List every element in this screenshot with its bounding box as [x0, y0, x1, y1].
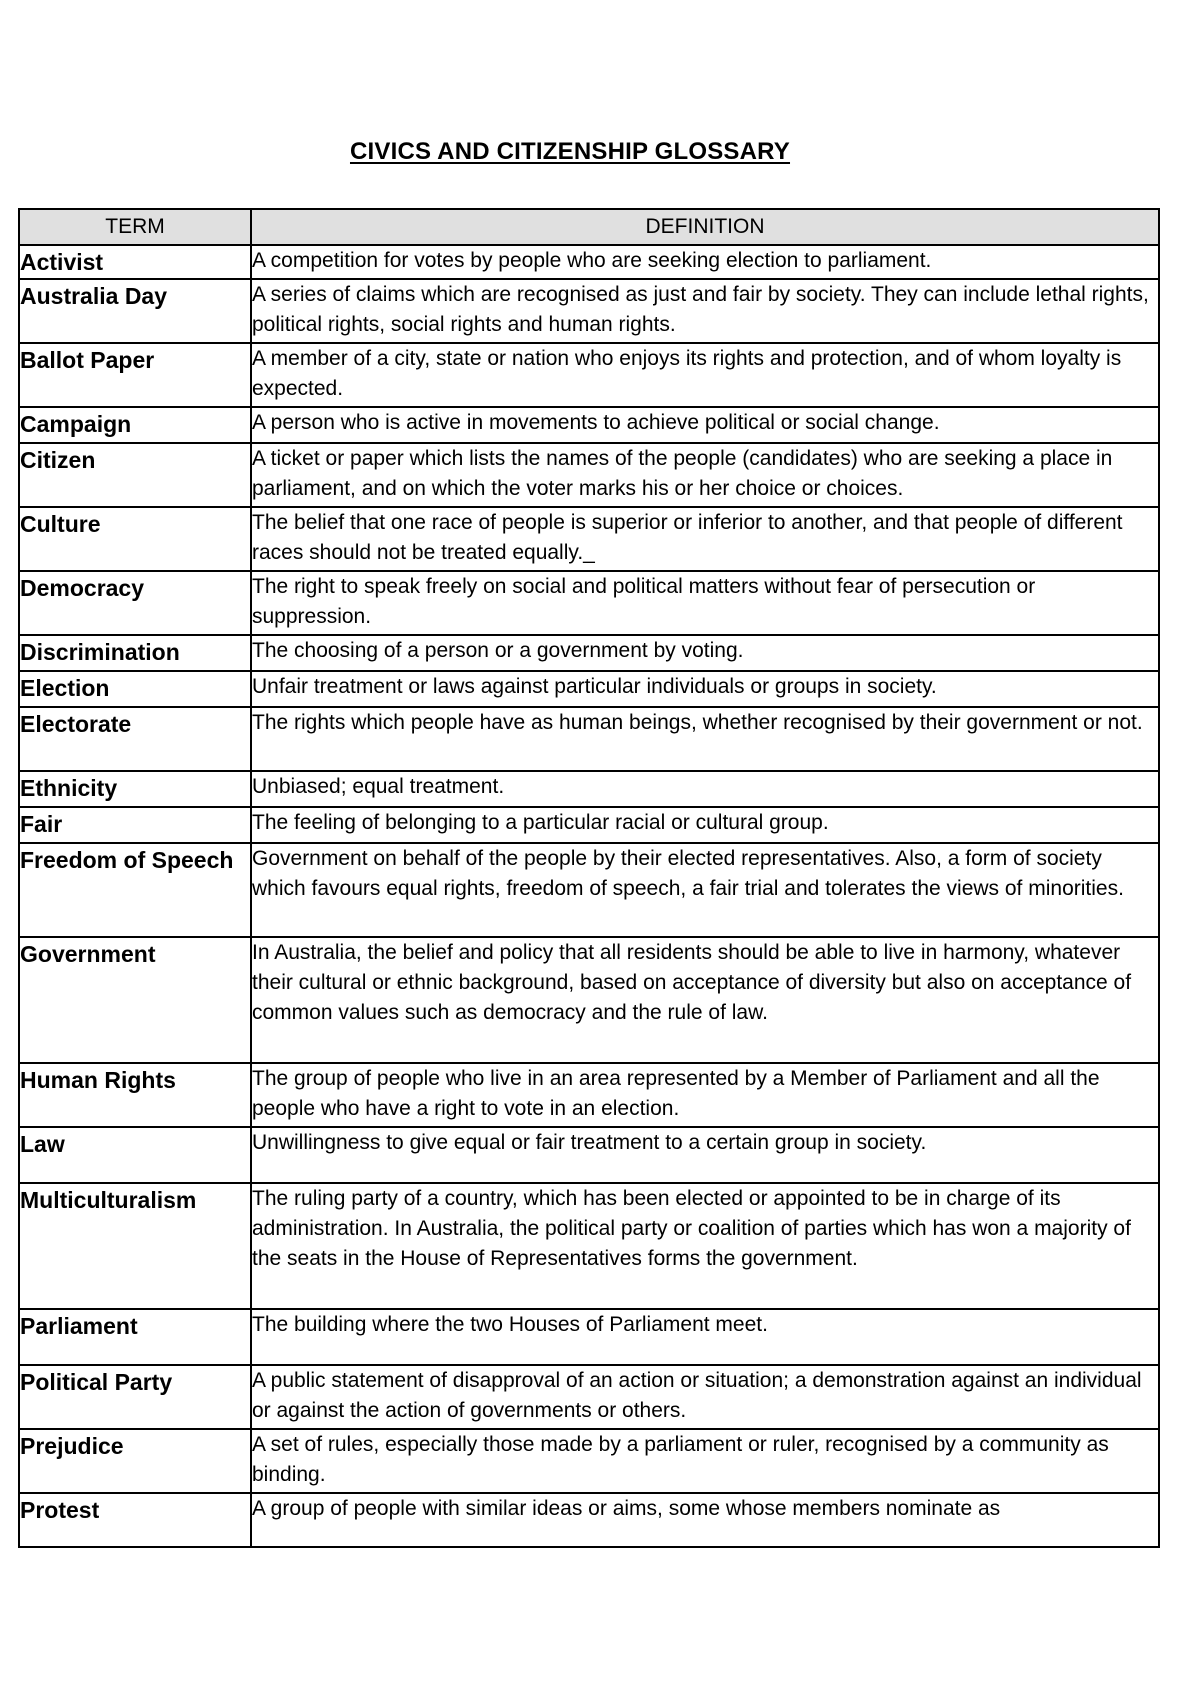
term-cell: Citizen	[19, 443, 251, 507]
term-cell: Freedom of Speech	[19, 843, 251, 937]
term-cell: Fair	[19, 807, 251, 843]
term-cell: Culture	[19, 507, 251, 571]
definition-cell: A public statement of disapproval of an action or situation; a demonstration against an individual or against the action of governments or others.	[251, 1365, 1159, 1429]
term-cell: Human Rights	[19, 1063, 251, 1127]
definition-cell: In Australia, the belief and policy that all residents should be able to live in harmony, whatever their cultural or ethnic background, based on acceptance of diversity but also on acceptance of common values such as democracy and the rule of law.	[251, 937, 1159, 1063]
term-cell: Australia Day	[19, 279, 251, 343]
table-row	[19, 245, 1159, 279]
term-cell: Democracy	[19, 571, 251, 635]
definition-cell: The rights which people have as human beings, whether recognised by their government or not.	[251, 707, 1159, 771]
definition-cell: A ticket or paper which lists the names of the people (candidates) who are seeking a place in parliament, and on which the voter marks his or her choice or choices.	[251, 443, 1159, 507]
glossary-table	[18, 208, 1160, 1548]
term-cell: Campaign	[19, 407, 251, 443]
definition-cell: A competition for votes by people who are seeking election to parliament.	[251, 245, 1159, 279]
table-row	[19, 407, 1159, 443]
term-cell: Government	[19, 937, 251, 1063]
definition-cell: The belief that one race of people is superior or inferior to another, and that people of different races should not be treated equally._	[251, 507, 1159, 571]
term-cell: Election	[19, 671, 251, 707]
definition-cell: Unwillingness to give equal or fair treatment to a certain group in society.	[251, 1127, 1159, 1183]
table-row	[19, 1309, 1159, 1365]
definition-column-header: DEFINITION	[251, 209, 1159, 245]
term-cell: Discrimination	[19, 635, 251, 671]
definition-cell: The choosing of a person or a government by voting.	[251, 635, 1159, 671]
table-row	[19, 771, 1159, 807]
definition-cell: A member of a city, state or nation who enjoys its rights and protection, and of whom loyalty is expected.	[251, 343, 1159, 407]
term-cell: Ethnicity	[19, 771, 251, 807]
definition-cell: Government on behalf of the people by their elected representatives. Also, a form of society which favours equal rights, freedom of speech, a fair trial and tolerates the views of minorities.	[251, 843, 1159, 937]
table-row	[19, 279, 1159, 343]
term-cell: Parliament	[19, 1309, 251, 1365]
term-column-header: TERM	[19, 209, 251, 245]
definition-cell: A group of people with similar ideas or aims, some whose members nominate as	[251, 1493, 1159, 1547]
definition-cell: The building where the two Houses of Parliament meet.	[251, 1309, 1159, 1365]
definition-cell: The ruling party of a country, which has been elected or appointed to be in charge of its administration. In Australia, the political party or coalition of parties which has won a majority of the seats in the House of Representatives forms the government.	[251, 1183, 1159, 1309]
term-cell: Electorate	[19, 707, 251, 771]
table-row	[19, 571, 1159, 635]
term-cell: Prejudice	[19, 1429, 251, 1493]
table-row	[19, 343, 1159, 407]
table-row	[19, 443, 1159, 507]
page-title: CIVICS AND CITIZENSHIP GLOSSARY	[349, 138, 791, 165]
table-row	[19, 1127, 1159, 1183]
definition-cell: The right to speak freely on social and political matters without fear of persecution or suppression.	[251, 571, 1159, 635]
definition-cell: A person who is active in movements to achieve political or social change.	[251, 407, 1159, 443]
table-row	[19, 1429, 1159, 1493]
definition-cell: The feeling of belonging to a particular racial or cultural group.	[251, 807, 1159, 843]
term-cell: Activist	[19, 245, 251, 279]
definition-cell: A set of rules, especially those made by a parliament or ruler, recognised by a community as binding.	[251, 1429, 1159, 1493]
term-cell: Political Party	[19, 1365, 251, 1429]
table-row	[19, 937, 1159, 1063]
table-row	[19, 671, 1159, 707]
definition-cell: The group of people who live in an area represented by a Member of Parliament and all the people who have a right to vote in an election.	[251, 1063, 1159, 1127]
table-row	[19, 507, 1159, 571]
table-row	[19, 1493, 1159, 1547]
term-cell: Multiculturalism	[19, 1183, 251, 1309]
term-cell: Ballot Paper	[19, 343, 251, 407]
definition-cell: Unfair treatment or laws against particular individuals or groups in society.	[251, 671, 1159, 707]
table-row	[19, 1063, 1159, 1127]
term-cell: Law	[19, 1127, 251, 1183]
definition-cell: A series of claims which are recognised as just and fair by society. They can include lethal rights, political rights, social rights and human rights.	[251, 279, 1159, 343]
table-row	[19, 707, 1159, 771]
table-row	[19, 807, 1159, 843]
term-cell: Protest	[19, 1493, 251, 1547]
definition-cell: Unbiased; equal treatment.	[251, 771, 1159, 807]
table-row	[19, 1183, 1159, 1309]
table-header-row	[19, 209, 1159, 245]
table-row	[19, 1365, 1159, 1429]
table-row	[19, 843, 1159, 937]
table-row	[19, 635, 1159, 671]
